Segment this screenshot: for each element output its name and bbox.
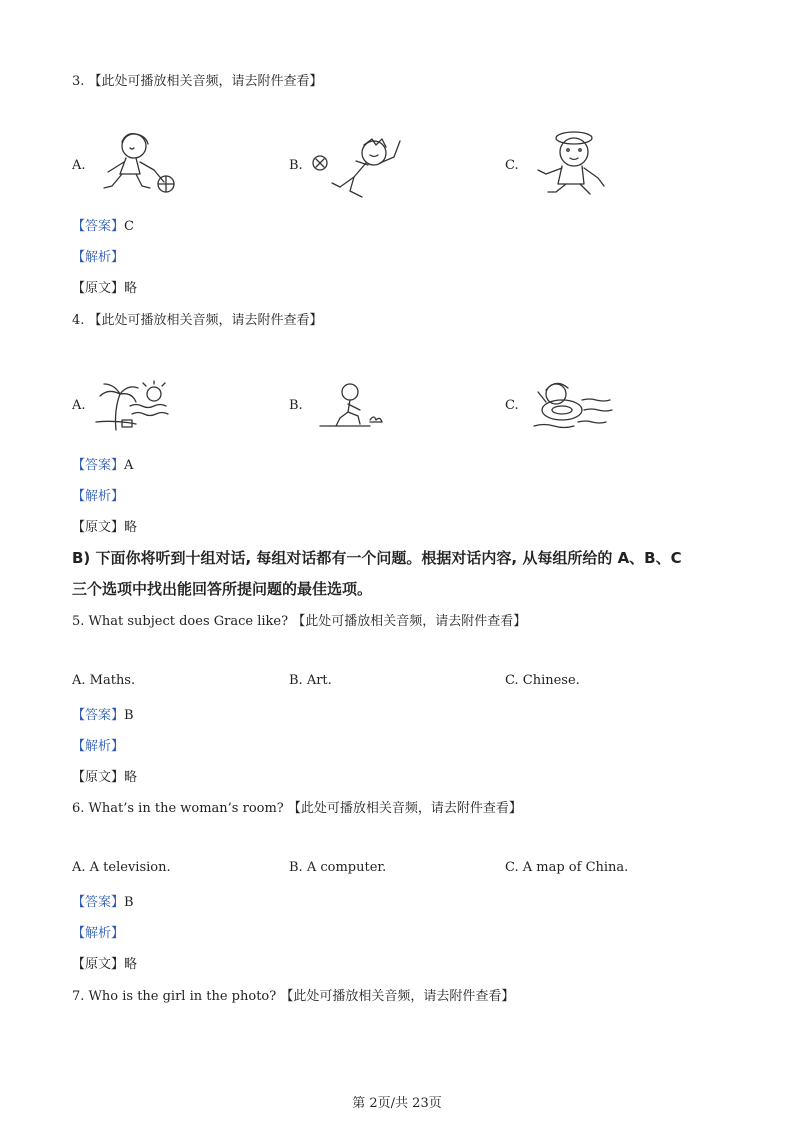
original-label: 原文 [85, 957, 112, 972]
q4-original-value: 略 [124, 520, 138, 535]
q3-original-value: 略 [124, 281, 138, 296]
analysis-label: 解析 [85, 926, 112, 941]
girl-swimming-icon [528, 380, 614, 438]
section-b-instruction-line2: 三个选项中找出能回答所提问题的最佳选项。 [72, 580, 373, 598]
q6-analysis: 【解析】 [72, 926, 125, 941]
q7-title [72, 985, 514, 1004]
q4-number: 4. [72, 313, 85, 328]
q5-answer: 【答案】B [72, 708, 134, 723]
beach-palm-tree-icon [96, 382, 174, 438]
q3-option-c: C. [505, 158, 519, 173]
analysis-label: 解析 [85, 739, 112, 754]
page-footer: 第 2页/共 23页 [352, 1096, 442, 1111]
q4-option-b: B. [289, 398, 303, 413]
q3-original: 【原文】略 [72, 281, 138, 296]
answer-label: 答案 [85, 219, 112, 234]
q6-answer: 【答案】B [72, 895, 134, 910]
audio-note[interactable]: 【此处可播放相关音频，请去附件查看】 [88, 313, 323, 328]
q5-option-c: C. Chinese. [505, 673, 580, 688]
q6-question: 6. What’s in the woman’s room? [72, 801, 284, 816]
q6-option-b: B. A computer. [289, 860, 387, 875]
q6-option-c: C. A map of China. [505, 860, 629, 875]
audio-note[interactable]: 【此处可播放相关音频，请去附件查看】 [280, 989, 515, 1004]
q6-original-value: 略 [124, 957, 138, 972]
analysis-label: 解析 [85, 250, 112, 265]
original-label: 原文 [85, 281, 112, 296]
answer-label: 答案 [85, 895, 112, 910]
boy-running-icon [528, 128, 608, 202]
q5-option-a: A. Maths. [72, 673, 136, 688]
q3-answer-value: C [124, 219, 134, 234]
person-planting-icon [320, 382, 386, 434]
q4-title [72, 309, 323, 328]
q4-option-a: A. [72, 398, 86, 413]
q6-answer-value: B [124, 895, 134, 910]
boy-dribbling-basketball-icon [94, 130, 184, 200]
q4-analysis: 【解析】 [72, 489, 125, 504]
original-label: 原文 [85, 520, 112, 535]
q3-answer: 【答案】C [72, 219, 134, 234]
q4-answer: 【答案】A [72, 458, 134, 473]
section-b-instruction-line1: B) 下面你将听到十组对话, 每组对话都有一个问题。根据对话内容, 从每组所给的 A、B、C [72, 549, 682, 567]
q5-question: 5. What subject does Grace like? [72, 614, 289, 629]
original-label: 原文 [85, 770, 112, 785]
q3-option-b: B. [289, 158, 303, 173]
analysis-label: 解析 [85, 489, 112, 504]
q5-original: 【原文】略 [72, 770, 138, 785]
audio-note[interactable]: 【此处可播放相关音频，请去附件查看】 [287, 801, 522, 816]
boy-kicking-football-icon [310, 133, 406, 203]
q4-answer-value: A [124, 458, 134, 473]
q5-answer-value: B [124, 708, 134, 723]
q5-analysis: 【解析】 [72, 739, 125, 754]
audio-note[interactable]: 【此处可播放相关音频，请去附件查看】 [292, 614, 527, 629]
q5-original-value: 略 [124, 770, 138, 785]
q4-original: 【原文】略 [72, 520, 138, 535]
q3-number: 3. [72, 74, 85, 89]
audio-note[interactable]: 【此处可播放相关音频，请去附件查看】 [88, 74, 323, 89]
q3-option-a: A. [72, 158, 86, 173]
q6-original: 【原文】略 [72, 957, 138, 972]
q3-analysis: 【解析】 [72, 250, 125, 265]
q4-option-c: C. [505, 398, 519, 413]
answer-label: 答案 [85, 458, 112, 473]
q7-question: 7. Who is the girl in the photo? [72, 989, 277, 1004]
q3-title [72, 70, 323, 89]
q6-title [72, 797, 522, 816]
q5-title [72, 610, 526, 629]
q6-option-a: A. A television. [72, 860, 171, 875]
answer-label: 答案 [85, 708, 112, 723]
q5-option-b: B. Art. [289, 673, 332, 688]
